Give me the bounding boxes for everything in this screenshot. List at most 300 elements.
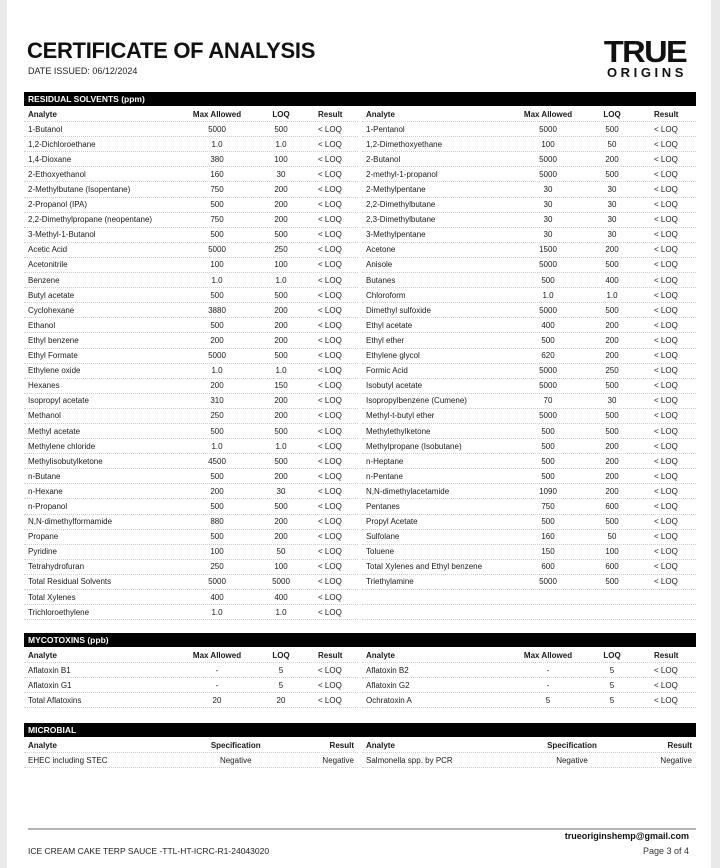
table-cell: 100 bbox=[274, 154, 288, 164]
table-cell: 400 bbox=[541, 320, 555, 330]
table-header-row bbox=[362, 738, 696, 753]
table-cell: 200 bbox=[605, 320, 619, 330]
table-cell: < LOQ bbox=[318, 665, 342, 675]
logo-wordmark-top: TRUE bbox=[603, 34, 687, 69]
table-cell: < LOQ bbox=[318, 381, 342, 391]
table-row bbox=[24, 137, 358, 152]
table-row bbox=[24, 379, 358, 394]
table-cell: 5000 bbox=[539, 366, 557, 376]
table-row bbox=[362, 243, 696, 258]
table-row bbox=[24, 288, 358, 303]
table-cell: Isopropylbenzene (Cumene) bbox=[366, 396, 467, 406]
table-cell: n-Pentane bbox=[366, 471, 403, 481]
table-cell: 3880 bbox=[208, 305, 226, 315]
table-cell: < LOQ bbox=[654, 577, 678, 587]
table-row bbox=[362, 454, 696, 469]
table-cell: < LOQ bbox=[654, 335, 678, 345]
table-cell: < LOQ bbox=[654, 456, 678, 466]
table-cell: < LOQ bbox=[318, 680, 342, 690]
table-cell: < LOQ bbox=[654, 154, 678, 164]
table-header-row bbox=[24, 738, 358, 753]
table-cell: Acetonitrile bbox=[28, 260, 68, 270]
table-cell: 1.0 bbox=[275, 139, 287, 149]
table-cell: Isopropyl acetate bbox=[28, 396, 89, 406]
column-header: LOQ bbox=[272, 109, 290, 119]
table-cell: Butyl acetate bbox=[28, 290, 75, 300]
table-cell: 500 bbox=[274, 456, 288, 466]
table-cell: < LOQ bbox=[318, 396, 342, 406]
table-cell: < LOQ bbox=[318, 456, 342, 466]
table-cell: 500 bbox=[605, 517, 619, 527]
table-cell: n-Hexane bbox=[28, 486, 63, 496]
table-header-row bbox=[362, 107, 696, 122]
column-header: Result bbox=[329, 740, 354, 750]
table-cell: 500 bbox=[210, 230, 224, 240]
table-cell: < LOQ bbox=[654, 139, 678, 149]
table-cell: < LOQ bbox=[318, 441, 342, 451]
column-header: Analyte bbox=[366, 650, 395, 660]
microbial-table-right bbox=[362, 738, 696, 768]
table-cell: 100 bbox=[605, 547, 619, 557]
table-cell: EHEC including STEC bbox=[28, 755, 108, 765]
table-cell: < LOQ bbox=[654, 680, 678, 690]
table-cell: 500 bbox=[605, 426, 619, 436]
table-row bbox=[24, 273, 358, 288]
table-cell: < LOQ bbox=[318, 351, 342, 361]
table-row bbox=[362, 590, 696, 605]
table-cell: 70 bbox=[543, 396, 553, 406]
table-cell: Total Residual Solvents bbox=[28, 577, 112, 587]
table-cell: 30 bbox=[607, 185, 617, 195]
table-cell: < LOQ bbox=[318, 471, 342, 481]
column-header: Max Allowed bbox=[523, 650, 573, 660]
table-cell: < LOQ bbox=[318, 486, 342, 496]
table-cell: 2-methyl-1-propanol bbox=[366, 169, 438, 179]
table-cell: Total Xylenes bbox=[28, 592, 76, 602]
table-cell: 200 bbox=[605, 486, 619, 496]
table-cell: 30 bbox=[276, 486, 286, 496]
table-cell: < LOQ bbox=[654, 532, 678, 542]
table-cell: < LOQ bbox=[318, 305, 342, 315]
table-row bbox=[24, 454, 358, 469]
table-cell: < LOQ bbox=[318, 517, 342, 527]
table-cell: 5000 bbox=[539, 124, 557, 134]
column-header: Analyte bbox=[28, 740, 57, 750]
table-cell: < LOQ bbox=[318, 124, 342, 134]
column-header: Analyte bbox=[28, 109, 57, 119]
table-row bbox=[362, 515, 696, 530]
table-cell: 880 bbox=[210, 517, 224, 527]
table-cell: Ethyl benzene bbox=[28, 335, 79, 345]
table-cell: - bbox=[215, 680, 219, 690]
microbial-table-left bbox=[24, 738, 358, 768]
table-cell: 600 bbox=[541, 562, 555, 572]
table-cell: Pyridine bbox=[28, 547, 57, 557]
table-cell: 310 bbox=[210, 396, 224, 406]
table-cell: Total Aflatoxins bbox=[28, 695, 82, 705]
table-cell: 5000 bbox=[539, 411, 557, 421]
table-cell: 1.0 bbox=[211, 366, 223, 376]
table-row bbox=[24, 515, 358, 530]
table-cell: n-Butane bbox=[28, 471, 61, 481]
table-row bbox=[362, 273, 696, 288]
date-issued: DATE ISSUED: 06/12/2024 bbox=[28, 66, 138, 76]
table-cell: < LOQ bbox=[318, 366, 342, 376]
footer-divider bbox=[28, 828, 696, 830]
table-row bbox=[362, 137, 696, 152]
table-cell: Trichloroethylene bbox=[28, 607, 90, 617]
table-cell: 5 bbox=[278, 680, 284, 690]
table-cell: 500 bbox=[541, 426, 555, 436]
table-cell: Salmonella spp. by PCR bbox=[366, 755, 453, 765]
table-row bbox=[362, 288, 696, 303]
table-cell: 160 bbox=[541, 532, 555, 542]
table-cell: 1.0 bbox=[211, 441, 223, 451]
section-header-residual-solvents: RESIDUAL SOLVENTS (ppm) bbox=[24, 92, 696, 106]
table-cell: 500 bbox=[210, 471, 224, 481]
table-cell: 200 bbox=[605, 245, 619, 255]
table-cell: Tetrahydrofuran bbox=[28, 562, 85, 572]
column-header: Specification bbox=[547, 740, 597, 750]
table-cell: Ethyl acetate bbox=[366, 320, 413, 330]
table-cell: Methyl acetate bbox=[28, 426, 81, 436]
table-cell: 5000 bbox=[208, 351, 226, 361]
table-cell: 20 bbox=[212, 695, 222, 705]
table-row bbox=[24, 545, 358, 560]
table-row bbox=[362, 424, 696, 439]
table-cell: 500 bbox=[605, 411, 619, 421]
table-row bbox=[24, 258, 358, 273]
table-cell: 50 bbox=[607, 532, 617, 542]
table-cell: < LOQ bbox=[654, 665, 678, 675]
table-cell: 500 bbox=[210, 320, 224, 330]
mycotoxins-table-right bbox=[362, 648, 696, 708]
table-row bbox=[24, 678, 358, 693]
table-row bbox=[24, 409, 358, 424]
table-cell: < LOQ bbox=[654, 562, 678, 572]
document-page bbox=[7, 0, 711, 868]
table-cell: 5 bbox=[609, 695, 615, 705]
table-cell: Aflatoxin G2 bbox=[366, 680, 410, 690]
table-cell: < LOQ bbox=[318, 230, 342, 240]
table-cell: < LOQ bbox=[654, 486, 678, 496]
table-cell: - bbox=[215, 665, 219, 675]
table-row bbox=[362, 545, 696, 560]
table-cell: 500 bbox=[605, 169, 619, 179]
table-cell: 100 bbox=[274, 260, 288, 270]
table-cell: 200 bbox=[210, 486, 224, 496]
table-cell: < LOQ bbox=[318, 426, 342, 436]
table-row bbox=[362, 663, 696, 678]
table-cell: 30 bbox=[543, 200, 553, 210]
table-row bbox=[24, 590, 358, 605]
table-cell: 5000 bbox=[539, 577, 557, 587]
table-cell: 500 bbox=[274, 426, 288, 436]
table-cell: N,N-dimethylacetamide bbox=[366, 486, 450, 496]
table-cell: 200 bbox=[274, 532, 288, 542]
table-cell: 1.0 bbox=[542, 290, 554, 300]
table-cell: < LOQ bbox=[318, 411, 342, 421]
table-row bbox=[362, 167, 696, 182]
footer-page-number: Page 3 of 4 bbox=[642, 846, 689, 856]
footer-sample-id: ICE CREAM CAKE TERP SAUCE -TTL-HT-ICRC-R1-24043020 bbox=[28, 846, 270, 856]
table-row bbox=[362, 499, 696, 514]
table-cell: < LOQ bbox=[318, 532, 342, 542]
column-header: Result bbox=[667, 740, 692, 750]
table-cell: < LOQ bbox=[318, 607, 342, 617]
table-cell: 5 bbox=[609, 680, 615, 690]
column-header: LOQ bbox=[272, 650, 290, 660]
table-cell: 1.0 bbox=[211, 139, 223, 149]
table-cell: < LOQ bbox=[654, 215, 678, 225]
table-cell: 1.0 bbox=[275, 607, 287, 617]
table-cell: Methyl-t-butyl ether bbox=[366, 411, 435, 421]
table-cell: 1-Butanol bbox=[28, 124, 63, 134]
table-cell: 30 bbox=[607, 396, 617, 406]
table-cell: 5000 bbox=[539, 154, 557, 164]
table-row bbox=[362, 349, 696, 364]
table-cell: < LOQ bbox=[318, 320, 342, 330]
table-cell: 2,2-Dimethylbutane bbox=[366, 200, 436, 210]
table-row bbox=[362, 530, 696, 545]
table-cell: 200 bbox=[210, 335, 224, 345]
table-row bbox=[24, 484, 358, 499]
table-cell: < LOQ bbox=[318, 200, 342, 210]
table-cell: < LOQ bbox=[318, 169, 342, 179]
table-cell: 200 bbox=[274, 215, 288, 225]
table-cell: Acetone bbox=[366, 245, 396, 255]
table-cell: < LOQ bbox=[654, 245, 678, 255]
table-row bbox=[362, 439, 696, 454]
table-cell: < LOQ bbox=[318, 139, 342, 149]
table-header-row bbox=[24, 648, 358, 663]
table-cell: 500 bbox=[210, 501, 224, 511]
section-header-mycotoxins: MYCOTOXINS (ppb) bbox=[24, 633, 696, 647]
table-row bbox=[24, 439, 358, 454]
table-row bbox=[24, 182, 358, 197]
table-cell: < LOQ bbox=[318, 592, 342, 602]
table-row bbox=[24, 753, 358, 768]
table-row bbox=[362, 379, 696, 394]
table-cell: Cyclohexane bbox=[28, 305, 75, 315]
table-cell: 1,4-Dioxane bbox=[28, 154, 72, 164]
logo-wordmark-bottom: ORIGINS bbox=[606, 65, 688, 80]
table-cell: < LOQ bbox=[318, 577, 342, 587]
table-row bbox=[24, 167, 358, 182]
table-cell: < LOQ bbox=[654, 471, 678, 481]
column-header: Analyte bbox=[366, 109, 395, 119]
table-cell: 200 bbox=[605, 471, 619, 481]
table-cell: 600 bbox=[605, 501, 619, 511]
table-row bbox=[362, 560, 696, 575]
table-cell: < LOQ bbox=[654, 169, 678, 179]
table-cell: 30 bbox=[276, 169, 286, 179]
table-cell: 1500 bbox=[539, 245, 557, 255]
table-cell: 200 bbox=[274, 305, 288, 315]
table-row bbox=[362, 364, 696, 379]
table-cell: < LOQ bbox=[318, 260, 342, 270]
table-cell: 500 bbox=[541, 275, 555, 285]
table-cell: 1.0 bbox=[275, 441, 287, 451]
table-cell: 500 bbox=[541, 456, 555, 466]
table-cell: Negative bbox=[660, 755, 692, 765]
table-cell: < LOQ bbox=[654, 351, 678, 361]
table-header-row bbox=[362, 648, 696, 663]
table-cell: 500 bbox=[210, 200, 224, 210]
table-cell: 500 bbox=[541, 335, 555, 345]
table-row bbox=[24, 318, 358, 333]
table-cell: 400 bbox=[605, 275, 619, 285]
table-row bbox=[362, 198, 696, 213]
page-title: CERTIFICATE OF ANALYSIS bbox=[27, 38, 316, 63]
table-row bbox=[24, 303, 358, 318]
table-cell: 500 bbox=[210, 290, 224, 300]
table-cell: < LOQ bbox=[318, 215, 342, 225]
column-header: Max Allowed bbox=[192, 109, 242, 119]
table-cell: 200 bbox=[274, 185, 288, 195]
table-cell: 5000 bbox=[208, 577, 226, 587]
table-row bbox=[362, 693, 696, 708]
table-row bbox=[362, 258, 696, 273]
table-cell: < LOQ bbox=[654, 426, 678, 436]
table-cell: Sulfolane bbox=[366, 532, 400, 542]
table-cell: 380 bbox=[210, 154, 224, 164]
table-cell: Methylene chloride bbox=[28, 441, 96, 451]
table-cell: - bbox=[546, 680, 550, 690]
table-cell: 200 bbox=[274, 396, 288, 406]
column-header: Result bbox=[318, 109, 343, 119]
table-row bbox=[24, 364, 358, 379]
table-cell: 500 bbox=[210, 426, 224, 436]
table-cell: 5 bbox=[278, 665, 284, 675]
table-cell: 5000 bbox=[208, 124, 226, 134]
table-cell: 500 bbox=[274, 290, 288, 300]
footer-email: trueoriginshemp@gmail.com bbox=[564, 831, 689, 841]
table-cell: Pentanes bbox=[366, 501, 400, 511]
table-cell: < LOQ bbox=[318, 185, 342, 195]
table-cell: < LOQ bbox=[654, 695, 678, 705]
column-header: Analyte bbox=[28, 650, 57, 660]
table-cell: 160 bbox=[210, 169, 224, 179]
table-cell: 1.0 bbox=[211, 607, 223, 617]
table-cell: < LOQ bbox=[318, 290, 342, 300]
table-row bbox=[24, 394, 358, 409]
table-row bbox=[362, 575, 696, 590]
table-row bbox=[362, 182, 696, 197]
table-cell: Chloroform bbox=[366, 290, 406, 300]
table-cell: 1.0 bbox=[606, 290, 618, 300]
table-cell: 2-Methylbutane (Isopentane) bbox=[28, 185, 131, 195]
table-cell: < LOQ bbox=[654, 501, 678, 511]
table-cell: 200 bbox=[274, 200, 288, 210]
table-cell: 150 bbox=[274, 381, 288, 391]
table-cell: 200 bbox=[274, 411, 288, 421]
table-cell: 500 bbox=[541, 441, 555, 451]
table-cell: 30 bbox=[607, 230, 617, 240]
table-row bbox=[24, 198, 358, 213]
table-cell: - bbox=[546, 665, 550, 675]
table-cell: 400 bbox=[210, 592, 224, 602]
table-cell: 2-Propanol (IPA) bbox=[28, 200, 87, 210]
table-cell: 4500 bbox=[208, 456, 226, 466]
table-cell: 200 bbox=[274, 471, 288, 481]
table-cell: 200 bbox=[605, 441, 619, 451]
table-cell: Butanes bbox=[366, 275, 396, 285]
table-row bbox=[24, 333, 358, 348]
table-row bbox=[362, 753, 696, 768]
table-row bbox=[362, 484, 696, 499]
table-cell: 1.0 bbox=[211, 275, 223, 285]
table-cell: < LOQ bbox=[318, 547, 342, 557]
table-cell: 5000 bbox=[208, 245, 226, 255]
table-row bbox=[362, 152, 696, 167]
table-row bbox=[362, 213, 696, 228]
table-cell: Methylethylketone bbox=[366, 426, 431, 436]
table-cell: < LOQ bbox=[654, 396, 678, 406]
table-cell: 2,3-Dimethylbutane bbox=[366, 215, 436, 225]
table-cell: Formic Acid bbox=[366, 366, 408, 376]
table-cell: 500 bbox=[605, 260, 619, 270]
table-row bbox=[362, 678, 696, 693]
table-cell: < LOQ bbox=[654, 290, 678, 300]
table-cell: N,N-dimethylformamide bbox=[28, 517, 113, 527]
table-row bbox=[362, 122, 696, 137]
table-row bbox=[24, 560, 358, 575]
table-cell: Triethylamine bbox=[366, 577, 414, 587]
table-row bbox=[24, 213, 358, 228]
table-cell: 500 bbox=[274, 501, 288, 511]
table-cell: 100 bbox=[274, 562, 288, 572]
table-cell: 1,2-Dimethoxyethane bbox=[366, 139, 443, 149]
table-cell: 2-Ethoxyethanol bbox=[28, 169, 86, 179]
table-cell: 500 bbox=[274, 230, 288, 240]
table-row bbox=[24, 469, 358, 484]
table-cell: < LOQ bbox=[654, 381, 678, 391]
table-row bbox=[24, 663, 358, 678]
column-header: Max Allowed bbox=[192, 650, 242, 660]
table-cell: 500 bbox=[605, 577, 619, 587]
table-cell: 200 bbox=[605, 335, 619, 345]
table-cell: 5 bbox=[609, 665, 615, 675]
table-cell: 400 bbox=[274, 592, 288, 602]
table-cell: 150 bbox=[541, 547, 555, 557]
table-cell: 100 bbox=[541, 139, 555, 149]
table-cell: 5000 bbox=[539, 260, 557, 270]
table-cell: 5000 bbox=[539, 169, 557, 179]
table-cell: 620 bbox=[541, 351, 555, 361]
table-cell: 500 bbox=[605, 124, 619, 134]
table-cell: < LOQ bbox=[654, 185, 678, 195]
table-row bbox=[24, 152, 358, 167]
table-row bbox=[362, 469, 696, 484]
table-cell: < LOQ bbox=[318, 154, 342, 164]
table-cell: Propane bbox=[28, 532, 59, 542]
table-cell: < LOQ bbox=[654, 275, 678, 285]
table-row bbox=[362, 409, 696, 424]
table-cell: 200 bbox=[605, 456, 619, 466]
table-row bbox=[362, 303, 696, 318]
table-cell: Aflatoxin B1 bbox=[28, 665, 71, 675]
table-cell: Aflatoxin B2 bbox=[366, 665, 409, 675]
table-row bbox=[24, 349, 358, 364]
table-cell: 3-Methylpentane bbox=[366, 230, 426, 240]
column-header: LOQ bbox=[603, 650, 621, 660]
table-cell: 250 bbox=[605, 366, 619, 376]
table-cell: 1,2-Dichloroethane bbox=[28, 139, 96, 149]
table-cell: < LOQ bbox=[318, 695, 342, 705]
table-row bbox=[24, 243, 358, 258]
table-cell: 30 bbox=[607, 215, 617, 225]
